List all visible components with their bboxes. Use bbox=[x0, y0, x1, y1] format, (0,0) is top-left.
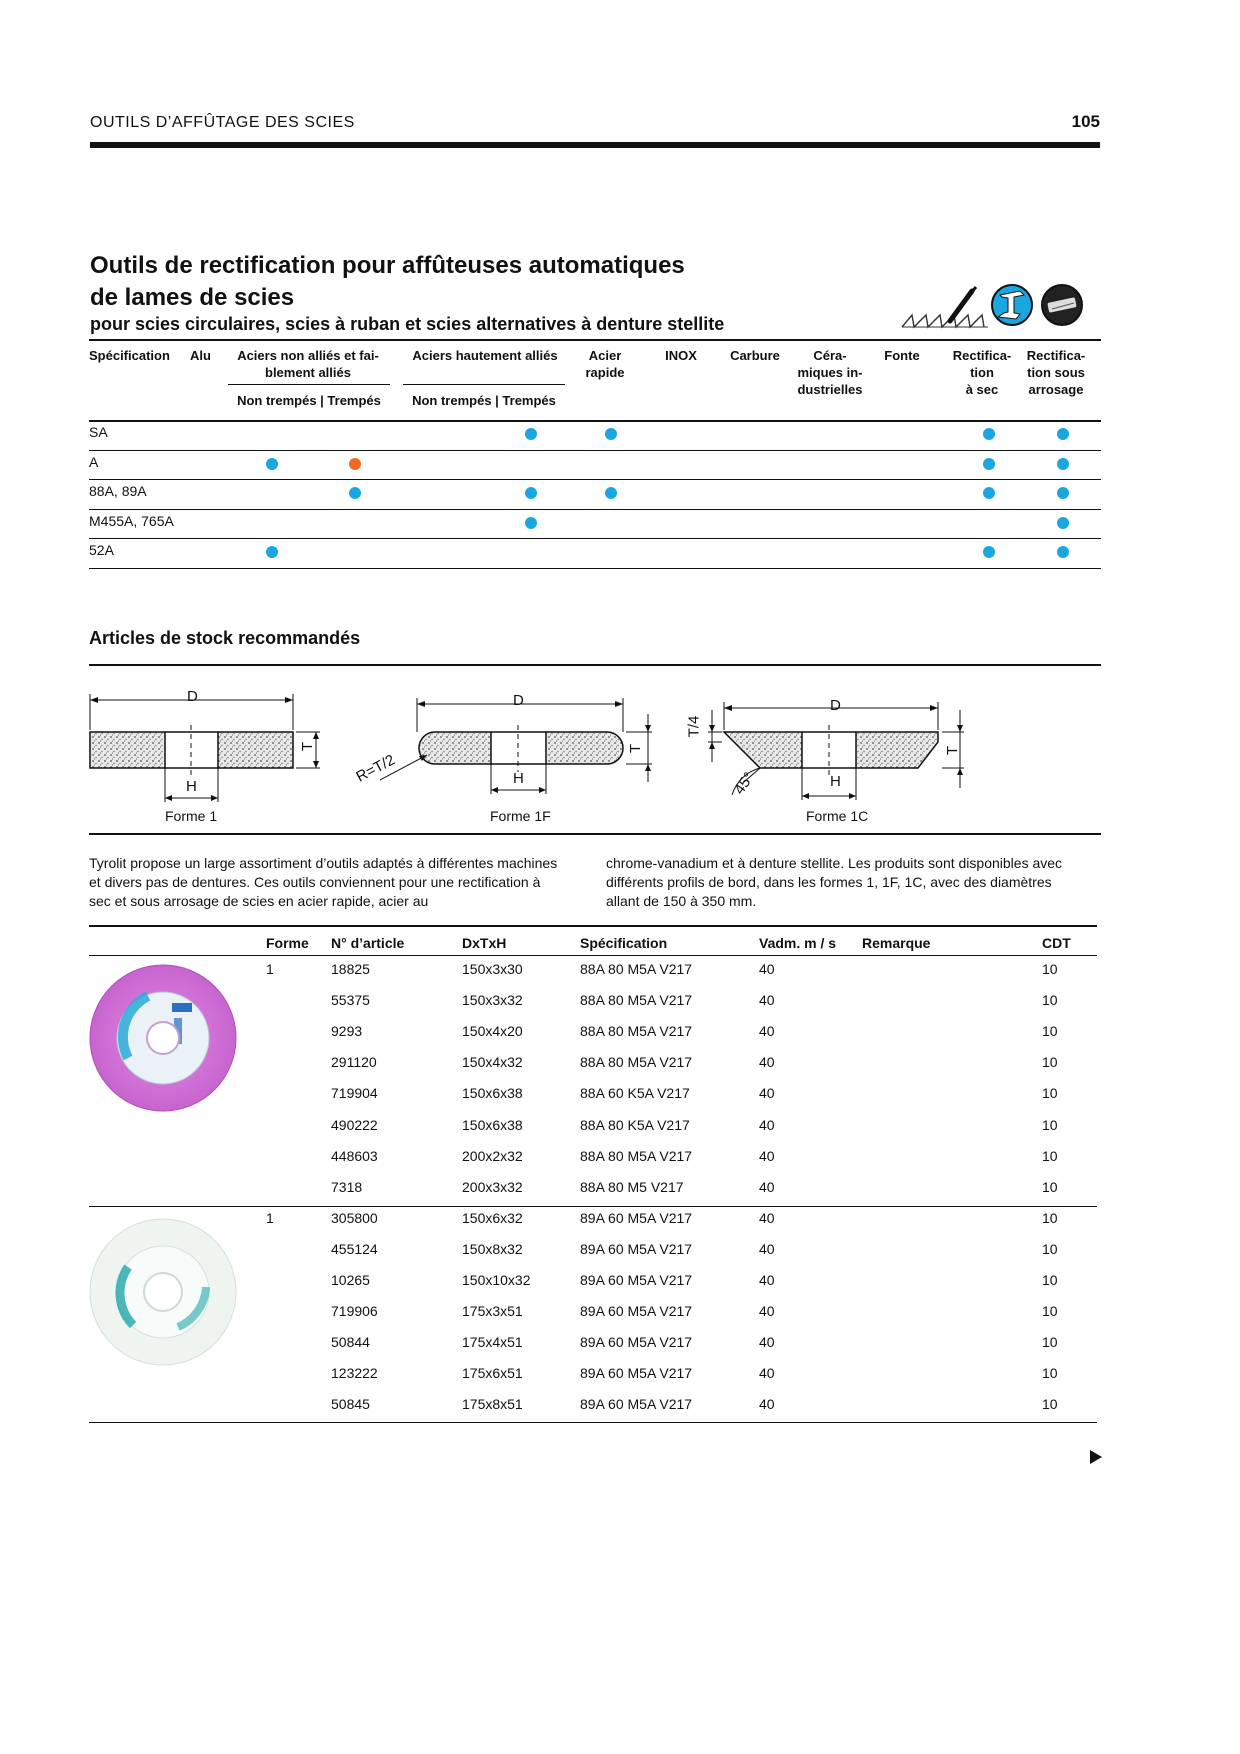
cell-spec: 89A 60 M5A V217 bbox=[580, 1365, 693, 1382]
cell-article: 719904 bbox=[331, 1085, 378, 1102]
cell-dxtxh: 150x6x38 bbox=[462, 1116, 523, 1133]
applicability-dot-acier-rapide bbox=[605, 428, 617, 440]
sub-rule-non-allies bbox=[228, 384, 390, 385]
cell-vadm: 40 bbox=[759, 1085, 775, 1102]
cell-article: 123222 bbox=[331, 1365, 378, 1382]
th-remarque: Remarque bbox=[862, 935, 931, 951]
forme1-h-label: H bbox=[186, 778, 197, 795]
spec-row-rule bbox=[89, 420, 1101, 422]
th-article: N° d’article bbox=[331, 935, 405, 951]
col-header-rect-arrosage: Rectifica- tion sous arrosage bbox=[1026, 348, 1086, 397]
articles-bottom-rule bbox=[89, 1422, 1097, 1424]
th-forme: Forme bbox=[266, 935, 309, 951]
forme1-d-label: D bbox=[187, 688, 198, 705]
col-header-alu: Alu bbox=[190, 348, 211, 363]
steel-profile-icon bbox=[990, 283, 1034, 327]
applicability-dot-rect-arrosage bbox=[1057, 458, 1069, 470]
forme1f-r-label: R=T/2 bbox=[353, 751, 398, 786]
applicability-dot-non-allies-non-trempes bbox=[266, 458, 278, 470]
cell-spec: 88A 60 K5A V217 bbox=[580, 1085, 690, 1102]
cell-cdt: 10 bbox=[1042, 961, 1058, 977]
cell-dxtxh: 200x2x32 bbox=[462, 1147, 523, 1164]
spec-row-label: A bbox=[89, 453, 99, 470]
applicability-dot-acier-rapide bbox=[605, 487, 617, 499]
page-title-line-1: Outils de rectification pour affûteuses automatiques bbox=[90, 252, 685, 279]
sub-header-non-allies: Non trempés | Trempés bbox=[237, 393, 381, 408]
cell-cdt: 10 bbox=[1042, 1116, 1058, 1133]
col-header-spec: Spécification bbox=[89, 348, 170, 363]
cell-article: 448603 bbox=[331, 1147, 378, 1164]
col-header-acier-rapide: Acier rapide bbox=[585, 348, 625, 380]
applicability-dot-haut-non-trempes bbox=[525, 517, 537, 529]
cell-spec: 88A 80 M5A V217 bbox=[580, 1023, 693, 1040]
cell-vadm: 40 bbox=[759, 1272, 775, 1288]
cell-article: 50845 bbox=[331, 1396, 370, 1413]
cell-vadm: 40 bbox=[759, 1365, 775, 1382]
cell-dxtxh: 175x3x51 bbox=[462, 1303, 523, 1320]
applicability-dot-rect-arrosage bbox=[1057, 517, 1069, 529]
cell-spec: 89A 60 M5A V217 bbox=[580, 1396, 693, 1413]
cell-article: 455124 bbox=[331, 1240, 378, 1257]
forme1c-t-label: T bbox=[944, 745, 962, 756]
diagram-bottom-rule bbox=[89, 833, 1101, 835]
cell-article: 291120 bbox=[331, 1054, 377, 1071]
page-title bbox=[90, 250, 790, 314]
cell-forme: 1 bbox=[266, 1209, 274, 1226]
cell-cdt: 10 bbox=[1042, 1085, 1058, 1102]
cell-article: 18825 bbox=[331, 961, 370, 977]
cell-cdt: 10 bbox=[1042, 1334, 1058, 1351]
col-header-aciers-non-allies: Aciers non alliés et fai- blement alliés bbox=[237, 348, 379, 380]
cell-dxtxh: 175x6x51 bbox=[462, 1365, 523, 1382]
cell-spec: 88A 80 M5A V217 bbox=[580, 1054, 693, 1071]
applicability-dot-rect-sec bbox=[983, 487, 995, 499]
cell-spec: 89A 60 M5A V217 bbox=[580, 1334, 693, 1351]
spec-row-label: M455A, 765A bbox=[89, 512, 174, 529]
cell-vadm: 40 bbox=[759, 1240, 775, 1257]
cell-cdt: 10 bbox=[1042, 1272, 1058, 1288]
cell-spec: 89A 60 M5A V217 bbox=[580, 1240, 693, 1257]
cell-dxtxh: 175x4x51 bbox=[462, 1334, 523, 1351]
applicability-dot-non-allies-trempes bbox=[349, 458, 361, 470]
spec-row-rule bbox=[89, 450, 1101, 451]
cell-cdt: 10 bbox=[1042, 1054, 1058, 1071]
cell-vadm: 40 bbox=[759, 961, 775, 977]
cell-vadm: 40 bbox=[759, 1209, 775, 1226]
forme1f-d-label: D bbox=[513, 692, 524, 709]
cell-spec: 89A 60 M5A V217 bbox=[580, 1303, 693, 1320]
cell-article: 50844 bbox=[331, 1334, 370, 1351]
th-cdt: CDT bbox=[1042, 935, 1071, 951]
applicability-dot-rect-arrosage bbox=[1057, 487, 1069, 499]
cell-dxtxh: 150x3x32 bbox=[462, 992, 523, 1009]
spec-row-rule bbox=[89, 479, 1101, 480]
description-right: chrome-vanadium et à denture stellite. Les produits sont disponibles avec différents profils de bord, dans les formes 1, 1F, 1C, avec des diamètres allant de 150 à 350 mm. bbox=[606, 855, 1063, 909]
applicability-dot-rect-arrosage bbox=[1057, 428, 1069, 440]
next-page-arrow-icon[interactable] bbox=[1090, 1450, 1102, 1464]
sub-rule-haut-allies bbox=[403, 384, 565, 385]
cell-cdt: 10 bbox=[1042, 1240, 1058, 1257]
section-header: OUTILS D’AFFÛTAGE DES SCIES bbox=[90, 114, 355, 131]
cell-cdt: 10 bbox=[1042, 1147, 1058, 1164]
spec-row-label: SA bbox=[89, 424, 108, 440]
cell-article: 9293 bbox=[331, 1023, 363, 1040]
applicability-dot-haut-non-trempes bbox=[525, 428, 537, 440]
cell-cdt: 10 bbox=[1042, 992, 1058, 1009]
applicability-dot-rect-sec bbox=[983, 428, 995, 440]
cell-spec: 88A 80 M5A V217 bbox=[580, 1147, 693, 1164]
spec-table-bottom-rule bbox=[89, 568, 1101, 569]
section-title: Articles de stock recommandés bbox=[89, 628, 361, 648]
col-header-aciers-haut-allies: Aciers hautement alliés bbox=[412, 348, 558, 363]
forme1f-h-label: H bbox=[513, 770, 524, 787]
col-header-rect-sec: Rectifica- tion à sec bbox=[952, 348, 1012, 397]
spec-row-label: 88A, 89A bbox=[89, 483, 147, 500]
cell-article: 55375 bbox=[331, 992, 370, 1009]
cell-article: 7318 bbox=[331, 1178, 363, 1195]
cell-vadm: 40 bbox=[759, 1178, 775, 1195]
applicability-dot-non-allies-non-trempes bbox=[266, 546, 278, 558]
cell-vadm: 40 bbox=[759, 1023, 775, 1040]
forme1c-t4-label: T/4 bbox=[685, 715, 703, 738]
pink-grinding-wheel-image bbox=[88, 963, 238, 1113]
cell-cdt: 10 bbox=[1042, 1365, 1058, 1382]
cell-dxtxh: 150x4x20 bbox=[462, 1023, 523, 1040]
forme1f-label: Forme 1F bbox=[490, 808, 551, 824]
applicability-dot-rect-arrosage bbox=[1057, 546, 1069, 558]
cell-vadm: 40 bbox=[759, 1303, 775, 1320]
col-header-carbure: Carbure bbox=[730, 348, 780, 363]
cell-spec: 88A 80 M5A V217 bbox=[580, 992, 693, 1009]
cell-dxtxh: 150x6x32 bbox=[462, 1209, 523, 1226]
forme1-t-label: T bbox=[299, 741, 317, 752]
col-header-inox: INOX bbox=[665, 348, 697, 363]
cell-cdt: 10 bbox=[1042, 1396, 1058, 1413]
cell-cdt: 10 bbox=[1042, 1023, 1058, 1040]
th-specification: Spécification bbox=[580, 935, 668, 951]
th-dxtxh: DxTxH bbox=[462, 935, 507, 951]
forme1-label: Forme 1 bbox=[165, 808, 218, 824]
group-separator bbox=[89, 1206, 1097, 1207]
cell-article: 305800 bbox=[331, 1209, 378, 1226]
forme1f-t-label: T bbox=[627, 743, 645, 754]
spec-row-rule bbox=[89, 538, 1101, 539]
col-header-fonte: Fonte bbox=[884, 348, 920, 363]
articles-header-rule bbox=[89, 955, 1097, 956]
applicability-dot-rect-sec bbox=[983, 546, 995, 558]
applicability-dot-rect-sec bbox=[983, 458, 995, 470]
cell-dxtxh: 150x10x32 bbox=[462, 1272, 531, 1288]
applicability-dot-non-allies-trempes bbox=[349, 487, 361, 499]
saw-teeth-icon bbox=[900, 285, 990, 331]
cell-dxtxh: 150x4x32 bbox=[462, 1054, 523, 1071]
cell-cdt: 10 bbox=[1042, 1303, 1058, 1320]
cell-dxtxh: 200x3x32 bbox=[462, 1178, 523, 1195]
cell-dxtxh: 150x6x38 bbox=[462, 1085, 523, 1102]
th-vadm: Vadm. m / s bbox=[759, 935, 837, 951]
col-header-ceramiques: Céra- miques in- dustrielles bbox=[797, 348, 863, 397]
cell-cdt: 10 bbox=[1042, 1178, 1058, 1195]
description-left: Tyrolit propose un large assortiment d’outils adaptés à différentes machines et divers pas de dentures. Ces outils conviennent pour une rectification à sec et sous arrosage de scies en acier rapide, acier au bbox=[89, 855, 558, 909]
diagram-top-rule bbox=[89, 664, 1101, 666]
forme1c-h-label: H bbox=[830, 773, 841, 790]
cell-article: 10265 bbox=[331, 1272, 370, 1288]
cell-vadm: 40 bbox=[759, 1147, 775, 1164]
cell-article: 490222 bbox=[331, 1116, 378, 1133]
cell-dxtxh: 150x3x30 bbox=[462, 961, 523, 977]
cell-cdt: 10 bbox=[1042, 1209, 1058, 1226]
cell-vadm: 40 bbox=[759, 992, 775, 1009]
spec-table-top-rule bbox=[89, 339, 1101, 341]
cell-spec: 88A 80 M5A V217 bbox=[580, 961, 693, 977]
cell-vadm: 40 bbox=[759, 1116, 775, 1133]
white-grinding-wheel-image bbox=[88, 1217, 238, 1367]
applicability-dot-haut-non-trempes bbox=[525, 487, 537, 499]
cell-vadm: 40 bbox=[759, 1054, 775, 1071]
page-number: 105 bbox=[1071, 112, 1100, 131]
cell-vadm: 40 bbox=[759, 1396, 775, 1413]
cell-forme: 1 bbox=[266, 961, 274, 977]
page-subtitle: pour scies circulaires, scies à ruban et scies alternatives à denture stellite bbox=[90, 314, 725, 334]
cell-spec: 89A 60 M5A V217 bbox=[580, 1209, 693, 1226]
page-title-line-2: de lames de scies bbox=[90, 284, 295, 311]
dry-grinding-icon bbox=[1040, 283, 1084, 327]
cell-spec: 88A 80 M5 V217 bbox=[580, 1178, 684, 1195]
cell-dxtxh: 175x8x51 bbox=[462, 1396, 523, 1413]
forme1c-d-label: D bbox=[830, 697, 841, 714]
header-rule bbox=[90, 142, 1100, 148]
cell-article: 719906 bbox=[331, 1303, 378, 1320]
spec-row-rule bbox=[89, 509, 1101, 510]
forme1c-label: Forme 1C bbox=[806, 808, 869, 824]
forme-1-diagram bbox=[90, 694, 320, 802]
cell-dxtxh: 150x8x32 bbox=[462, 1240, 523, 1257]
sub-header-haut-allies: Non trempés | Trempés bbox=[412, 393, 556, 408]
cell-vadm: 40 bbox=[759, 1334, 775, 1351]
cell-spec: 89A 60 M5A V217 bbox=[580, 1272, 693, 1288]
cell-spec: 88A 80 K5A V217 bbox=[580, 1116, 690, 1133]
forme1c-angle-label: 45° bbox=[730, 769, 758, 798]
spec-row-label: 52A bbox=[89, 542, 114, 559]
articles-top-rule bbox=[89, 925, 1097, 927]
